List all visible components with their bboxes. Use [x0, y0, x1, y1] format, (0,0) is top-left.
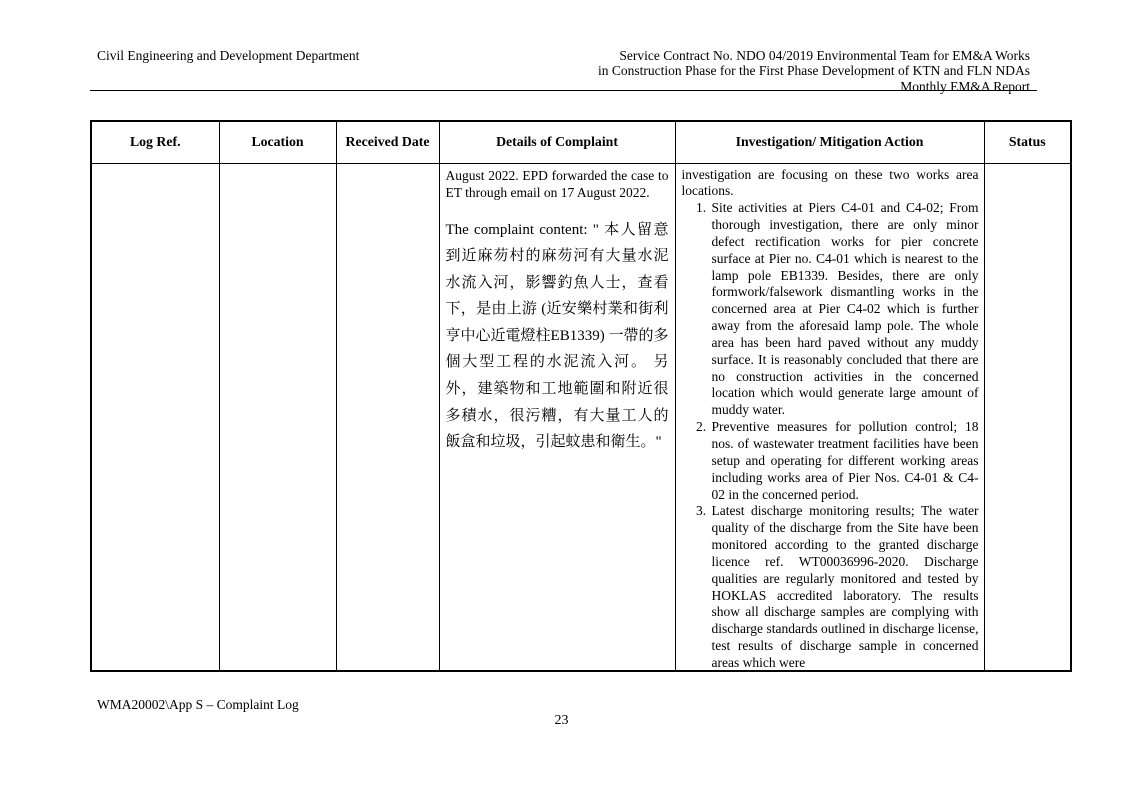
column-header-status: Status — [984, 121, 1071, 163]
received-date-value — [337, 164, 439, 670]
page-number: 23 — [554, 713, 569, 728]
header-report-line-1: Service Contract No. NDO 04/2019 Environmental Team for EM&A Works — [619, 48, 1030, 63]
header-report-line-2: in Construction Phase for the First Phase Development of KTN and FLN NDAs — [598, 63, 1030, 79]
investigation-intro-text: investigation are focusing on these two works area locations. — [681, 166, 979, 199]
investigation-numbered-list — [682, 200, 979, 669]
header-report-line-3: Monthly EM&A Report — [900, 78, 1030, 94]
status-value — [985, 164, 1071, 670]
cell-investigation-mitigation-action — [675, 163, 984, 671]
header-department: Civil Engineering and Development Department — [97, 48, 360, 63]
header-report-title — [598, 48, 1030, 94]
table-row — [91, 163, 1071, 671]
complaint-details-paragraph-2: The complaint content: " 本人留意到近麻芴村的麻芴河有大量水泥水流入河，影響釣魚人士，查看下，是由上游 (近安樂村業和街利亨中心近電燈柱EB1339) 一帶的多個大型工程的水泥流入河。 另外，建築物和工地範圍和附近很多積水，很污糟，有大量工人的飯盒和垃圾，引起蚊患和衛生。" — [445, 221, 669, 451]
complaint-log-table — [90, 120, 1072, 672]
investigation-item-2: 2. Preventive measures for pollution control; 18 nos. of wastewater treatment facilities have been setup and operating for different working areas including works area of Pier Nos. C4-01 & C4-02 in the concerned period. — [710, 419, 979, 503]
location-value — [220, 164, 336, 670]
column-header-log-ref: Log Ref. — [91, 121, 219, 163]
cell-status — [984, 163, 1071, 671]
column-header-investigation-mitigation-action: Investigation/ Mitigation Action — [675, 121, 984, 163]
header-divider-rule — [90, 90, 1037, 91]
column-header-details-of-complaint: Details of Complaint — [439, 121, 675, 163]
log-ref-value — [92, 164, 219, 670]
investigation-item-3: 3. Latest discharge monitoring results; The water quality of the discharge from the Site have been monitored according to the granted discharge licence ref. WT00036996-2020. Discharge qualities are regularly monitored and tested by HOKLAS accredited laboratory. The results show all discharge samples are complying with discharge standards outlined in discharge license, test results of discharge sample in concerned areas which were — [710, 503, 979, 669]
cell-received-date — [336, 163, 439, 671]
complaint-details-paragraph-1: August 2022. EPD forwarded the case to ET through email on 17 August 2022. — [445, 167, 669, 200]
cell-details-of-complaint — [439, 163, 675, 671]
cell-log-ref — [91, 163, 219, 671]
table-header-row — [91, 121, 1071, 163]
column-header-received-date: Received Date — [336, 121, 439, 163]
footer-appendix-reference: WMA20002\App S – Complaint Log — [97, 697, 299, 712]
column-header-location: Location — [219, 121, 336, 163]
cell-location — [219, 163, 336, 671]
investigation-item-1: 1. Site activities at Piers C4-01 and C4-02; From thorough investigation, there are only minor defect rectification works for pier concrete surface at Pier no. C4-01 which is nearest to the lamp pole EB1339. Besides, there are only formwork/falsework dismantling works in the concerned area at Pier C4-02 which is further away from the aforesaid lamp pole. The whole area has been hard paved without any muddy surface. It is reasonably concluded that there are no construction activities in the concerned location which would generate large amount of muddy water. — [710, 200, 979, 419]
